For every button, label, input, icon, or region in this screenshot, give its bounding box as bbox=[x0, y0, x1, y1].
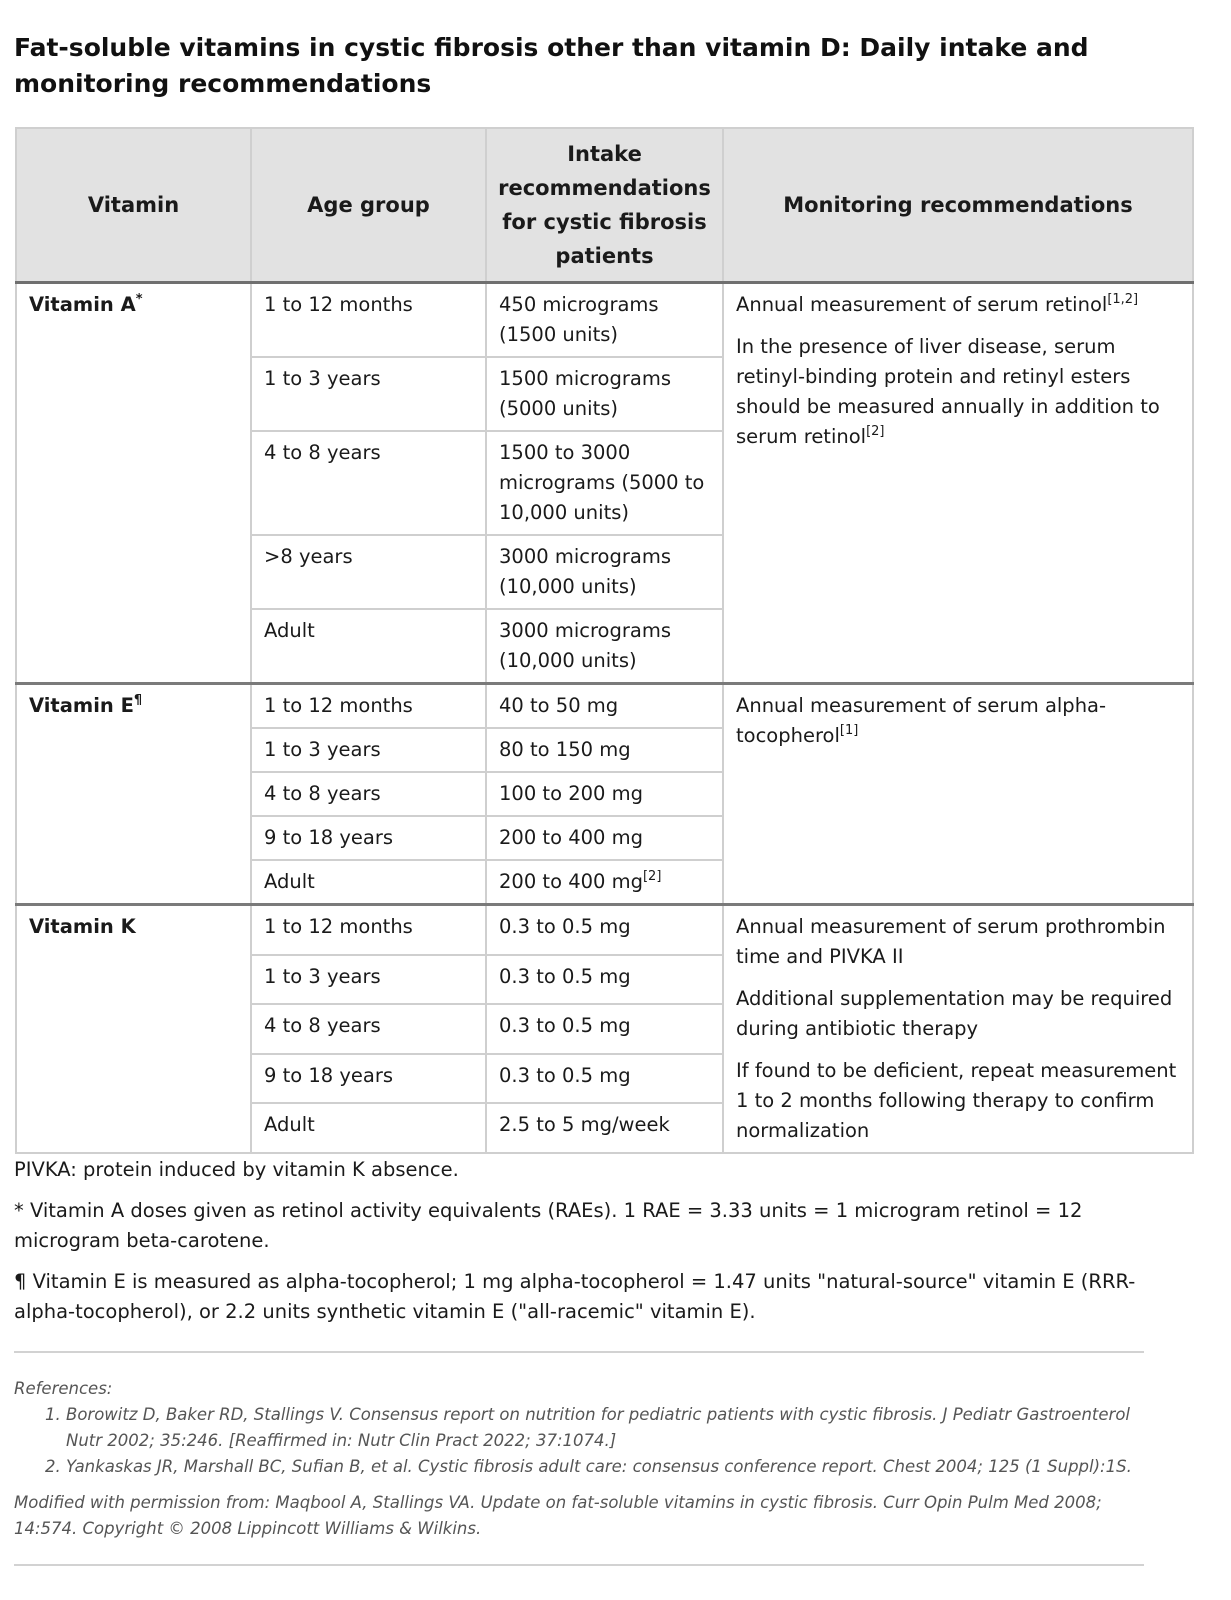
table-row bbox=[16, 283, 1193, 358]
intake-cell: 0.3 to 0.5 mg bbox=[486, 955, 723, 1005]
monitoring-text: Annual measurement of serum prothrombin time and PIVKA II bbox=[736, 915, 1166, 968]
monitoring-text: Additional supplementation may be required during antibiotic therapy bbox=[736, 987, 1173, 1040]
age-cell: 9 to 18 years bbox=[251, 1054, 486, 1104]
monitoring-text: In the presence of liver disease, serum retinyl-binding protein and retinyl esters should be measured annually in addition to serum retinol[2] bbox=[736, 335, 1160, 448]
intake-cell: 80 to 150 mg bbox=[486, 728, 723, 772]
age-cell: Adult bbox=[251, 860, 486, 905]
vitamin-name: Vitamin A bbox=[29, 293, 136, 316]
age-cell: 1 to 3 years bbox=[251, 955, 486, 1005]
intake-cell: 0.3 to 0.5 mg bbox=[486, 905, 723, 955]
reference-link[interactable]: [1] bbox=[839, 723, 859, 738]
age-cell: 1 to 3 years bbox=[251, 357, 486, 431]
monitoring-text: Annual measurement of serum retinol[1,2] bbox=[736, 292, 1139, 316]
header-monitoring: Monitoring recommendations bbox=[723, 128, 1193, 283]
vitamin-name: Vitamin E bbox=[29, 694, 134, 717]
table-row bbox=[16, 684, 1193, 729]
intake-cell: 40 to 50 mg bbox=[486, 684, 723, 729]
monitoring-text: If found to be deficient, repeat measurement 1 to 2 months following therapy to confirm normalization bbox=[736, 1059, 1177, 1142]
permission-note: Modified with permission from: Maqbool A, Stallings VA. Update on fat-soluble vitamins in cystic fibrosis. Curr Opin Pulm Med 2008; 14:574. Copyright © 2008 Lippincott Williams & Wilkins. bbox=[14, 1493, 1102, 1538]
age-cell: 4 to 8 years bbox=[251, 1004, 486, 1054]
age-cell: Adult bbox=[251, 1103, 486, 1153]
footnotes bbox=[14, 1155, 1194, 1338]
header-intake: Intake recommendations for cystic fibrosis patients bbox=[486, 128, 723, 283]
reference-link[interactable]: [2] bbox=[866, 424, 885, 439]
footnote-pivka: PIVKA: protein induced by vitamin K absence. bbox=[14, 1158, 459, 1181]
divider bbox=[14, 1351, 1144, 1353]
monitoring-text: Annual measurement of serum alpha-tocopherol[1] bbox=[736, 694, 1107, 747]
reference-list bbox=[14, 1402, 1154, 1480]
intake-cell: 200 to 400 mg[2] bbox=[486, 860, 723, 905]
intake-cell: 3000 micrograms (10,000 units) bbox=[486, 609, 723, 684]
reference-link[interactable]: [1,2] bbox=[1107, 292, 1139, 307]
vitamin-e-monitoring bbox=[723, 684, 1193, 905]
vitamin-k-cell bbox=[16, 905, 251, 1154]
intake-cell: 1500 to 3000 micrograms (5000 to 10,000 units) bbox=[486, 431, 723, 535]
reference-item: 2. Yankaskas JR, Marshall BC, Sufian B, et al. Cystic fibrosis adult care: consensus conference report. Chest 2004; 125 (1 Suppl):1S. bbox=[66, 1454, 1154, 1480]
age-cell: 9 to 18 years bbox=[251, 816, 486, 860]
age-cell: 1 to 12 months bbox=[251, 905, 486, 955]
references bbox=[14, 1376, 1154, 1542]
table-header-row bbox=[16, 128, 1193, 283]
age-cell: 1 to 12 months bbox=[251, 684, 486, 729]
footnote-pilcrow: ¶ Vitamin E is measured as alpha-tocopherol; 1 mg alpha-tocopherol = 1.47 units "natural-source" vitamin E (RRR-alpha-tocopherol), or 2.2 units synthetic vitamin E ("all-racemic" vitamin E). bbox=[14, 1270, 1136, 1323]
age-cell: 1 to 3 years bbox=[251, 728, 486, 772]
intake-cell: 1500 micrograms (5000 units) bbox=[486, 357, 723, 431]
age-cell: 1 to 12 months bbox=[251, 283, 486, 358]
age-cell: Adult bbox=[251, 609, 486, 684]
age-cell: 4 to 8 years bbox=[251, 431, 486, 535]
age-cell: 4 to 8 years bbox=[251, 772, 486, 816]
header-age-group: Age group bbox=[251, 128, 486, 283]
vitamin-k-monitoring bbox=[723, 905, 1193, 1154]
divider bbox=[14, 1564, 1144, 1566]
age-cell: >8 years bbox=[251, 535, 486, 609]
intake-cell: 200 to 400 mg bbox=[486, 816, 723, 860]
intake-cell: 0.3 to 0.5 mg bbox=[486, 1054, 723, 1104]
intake-cell: 100 to 200 mg bbox=[486, 772, 723, 816]
intake-cell: 2.5 to 5 mg/week bbox=[486, 1103, 723, 1153]
reference-item: 1. Borowitz D, Baker RD, Stallings V. Consensus report on nutrition for pediatric patients with cystic fibrosis. J Pediatr Gastroenterol Nutr 2002; 35:246. [Reaffirmed in: Nutr Clin Pract 2022; 37:1074.] bbox=[66, 1402, 1154, 1454]
vitamin-a-cell bbox=[16, 283, 251, 684]
intake-cell: 0.3 to 0.5 mg bbox=[486, 1004, 723, 1054]
vitamin-a-monitoring bbox=[723, 283, 1193, 684]
references-heading: References: bbox=[14, 1379, 113, 1398]
intake-cell: 3000 micrograms (10,000 units) bbox=[486, 535, 723, 609]
table-row bbox=[16, 905, 1193, 955]
footnote-star: * Vitamin A doses given as retinol activity equivalents (RAEs). 1 RAE = 3.33 units = 1 microgram retinol = 12 microgram beta-carotene. bbox=[14, 1199, 1083, 1252]
page-title: Fat-soluble vitamins in cystic fibrosis other than vitamin D: Daily intake and monitoring recommendations bbox=[14, 33, 1089, 98]
vitamin-table bbox=[15, 127, 1194, 1154]
footnote-mark: * bbox=[135, 292, 143, 307]
vitamin-name: Vitamin K bbox=[29, 915, 136, 938]
header-vitamin: Vitamin bbox=[16, 128, 251, 283]
reference-link[interactable]: [2] bbox=[642, 869, 662, 884]
vitamin-e-cell bbox=[16, 684, 251, 905]
intake-cell: 450 micrograms (1500 units) bbox=[486, 283, 723, 358]
footnote-mark: ¶ bbox=[133, 693, 143, 708]
